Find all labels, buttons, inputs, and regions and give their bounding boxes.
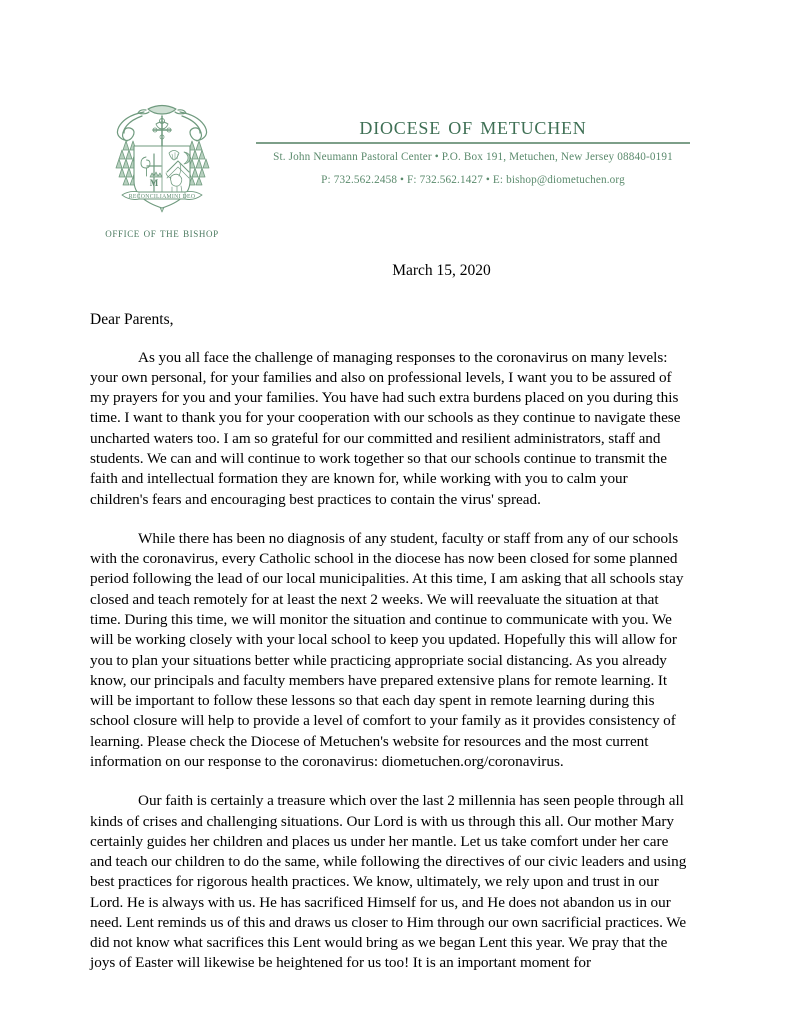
pastoral-center-address: St. John Neumann Pastoral Center • P.O. Box 191, Metuchen, New Jersey 08840-0191: [273, 151, 673, 164]
letter-paragraph: While there has been no diagnosis of any student, faculty or staff from any of our schools with the coronavirus, every Catholic school in the diocese has now been closed for some planned period following the lead of our local municipalities. At this time, I am asking that all schools stay closed and teach remotely for at least the next 2 weeks. We will reevaluate the situation at that time. During this time, we will monitor the situation and continue to communicate with you. We will be working closely with your local school to keep you updated. Hopefully this will allow for you to plan your situations better while practicing appropriate social distancing. As you already know, our principals and faculty members have prepared extensive plans for remote learning. It will be important to follow these lessons so that each day spent in remote learning during this school closure will help to provide a level of comfort to your family as it provides consistency of learning. Please check the Diocese of Metuchen's website for resources and the most current information on our response to the coronavirus: diometuchen.org/coronavirus.: [90, 529, 684, 770]
masthead: [256, 112, 690, 189]
letter-date: March 15, 2020: [392, 262, 491, 279]
crest-block: [96, 98, 228, 241]
diocese-title: diocese of metuchen: [359, 111, 587, 140]
crest-motto-text: RECONCILIAMINI DEO: [128, 194, 196, 200]
bishop-coat-of-arms-icon: [96, 98, 228, 220]
letter-body: [90, 262, 688, 989]
contact-information: P: 732.562.2458 • F: 732.562.1427 • E: bishop@diometuchen.org: [321, 173, 625, 186]
masthead-divider: [256, 142, 690, 144]
letter-salutation: Dear Parents,: [90, 310, 174, 328]
letter-paragraph: As you all face the challenge of managing responses to the coronavirus on many levels: your own personal, for your families and also on professional levels, I want you to be assured of my prayers for you and your families. You have had such extra burdens placed on you during this time. I want to thank you for your cooperation with our schools as they continue to navigate these uncharted waters too. I am so grateful for our committed and resilient administrators, staff and students. We can and will continue to work together so that our schools continue to transmit the faith and intellectual formation they are known for, while working with you to calm your children's fears and encouraging best practices to contain the virus' spread.: [90, 348, 681, 508]
letter-paragraph: Our faith is certainly a treasure which over the last 2 millennia has seen people through all kinds of crises and challenging situations. Our Lord is with us through this all. Our mother Mary certainly guides her children and places us under her mantle. Let us take comfort under her care and teach our children to do the same, while following the directives of our civic leaders and using best practices for rigorous health practices. We know, ultimately, we rely upon and trust in our Lord. He is always with us. He has sacrificed Himself for us, and He does not abandon us in our need. Lent reminds us of this and draws us closer to Him through our own sacrificial practices. We did not know what sacrifices this Lent would bring as we began Lent this year. We pray that the joys of Easter will likewise be heightened for us too! It is an important moment for: [90, 792, 687, 972]
letterhead: [0, 0, 791, 255]
svg-text:M: M: [149, 178, 159, 188]
office-of-the-bishop-caption: office of the bishop: [105, 226, 219, 240]
